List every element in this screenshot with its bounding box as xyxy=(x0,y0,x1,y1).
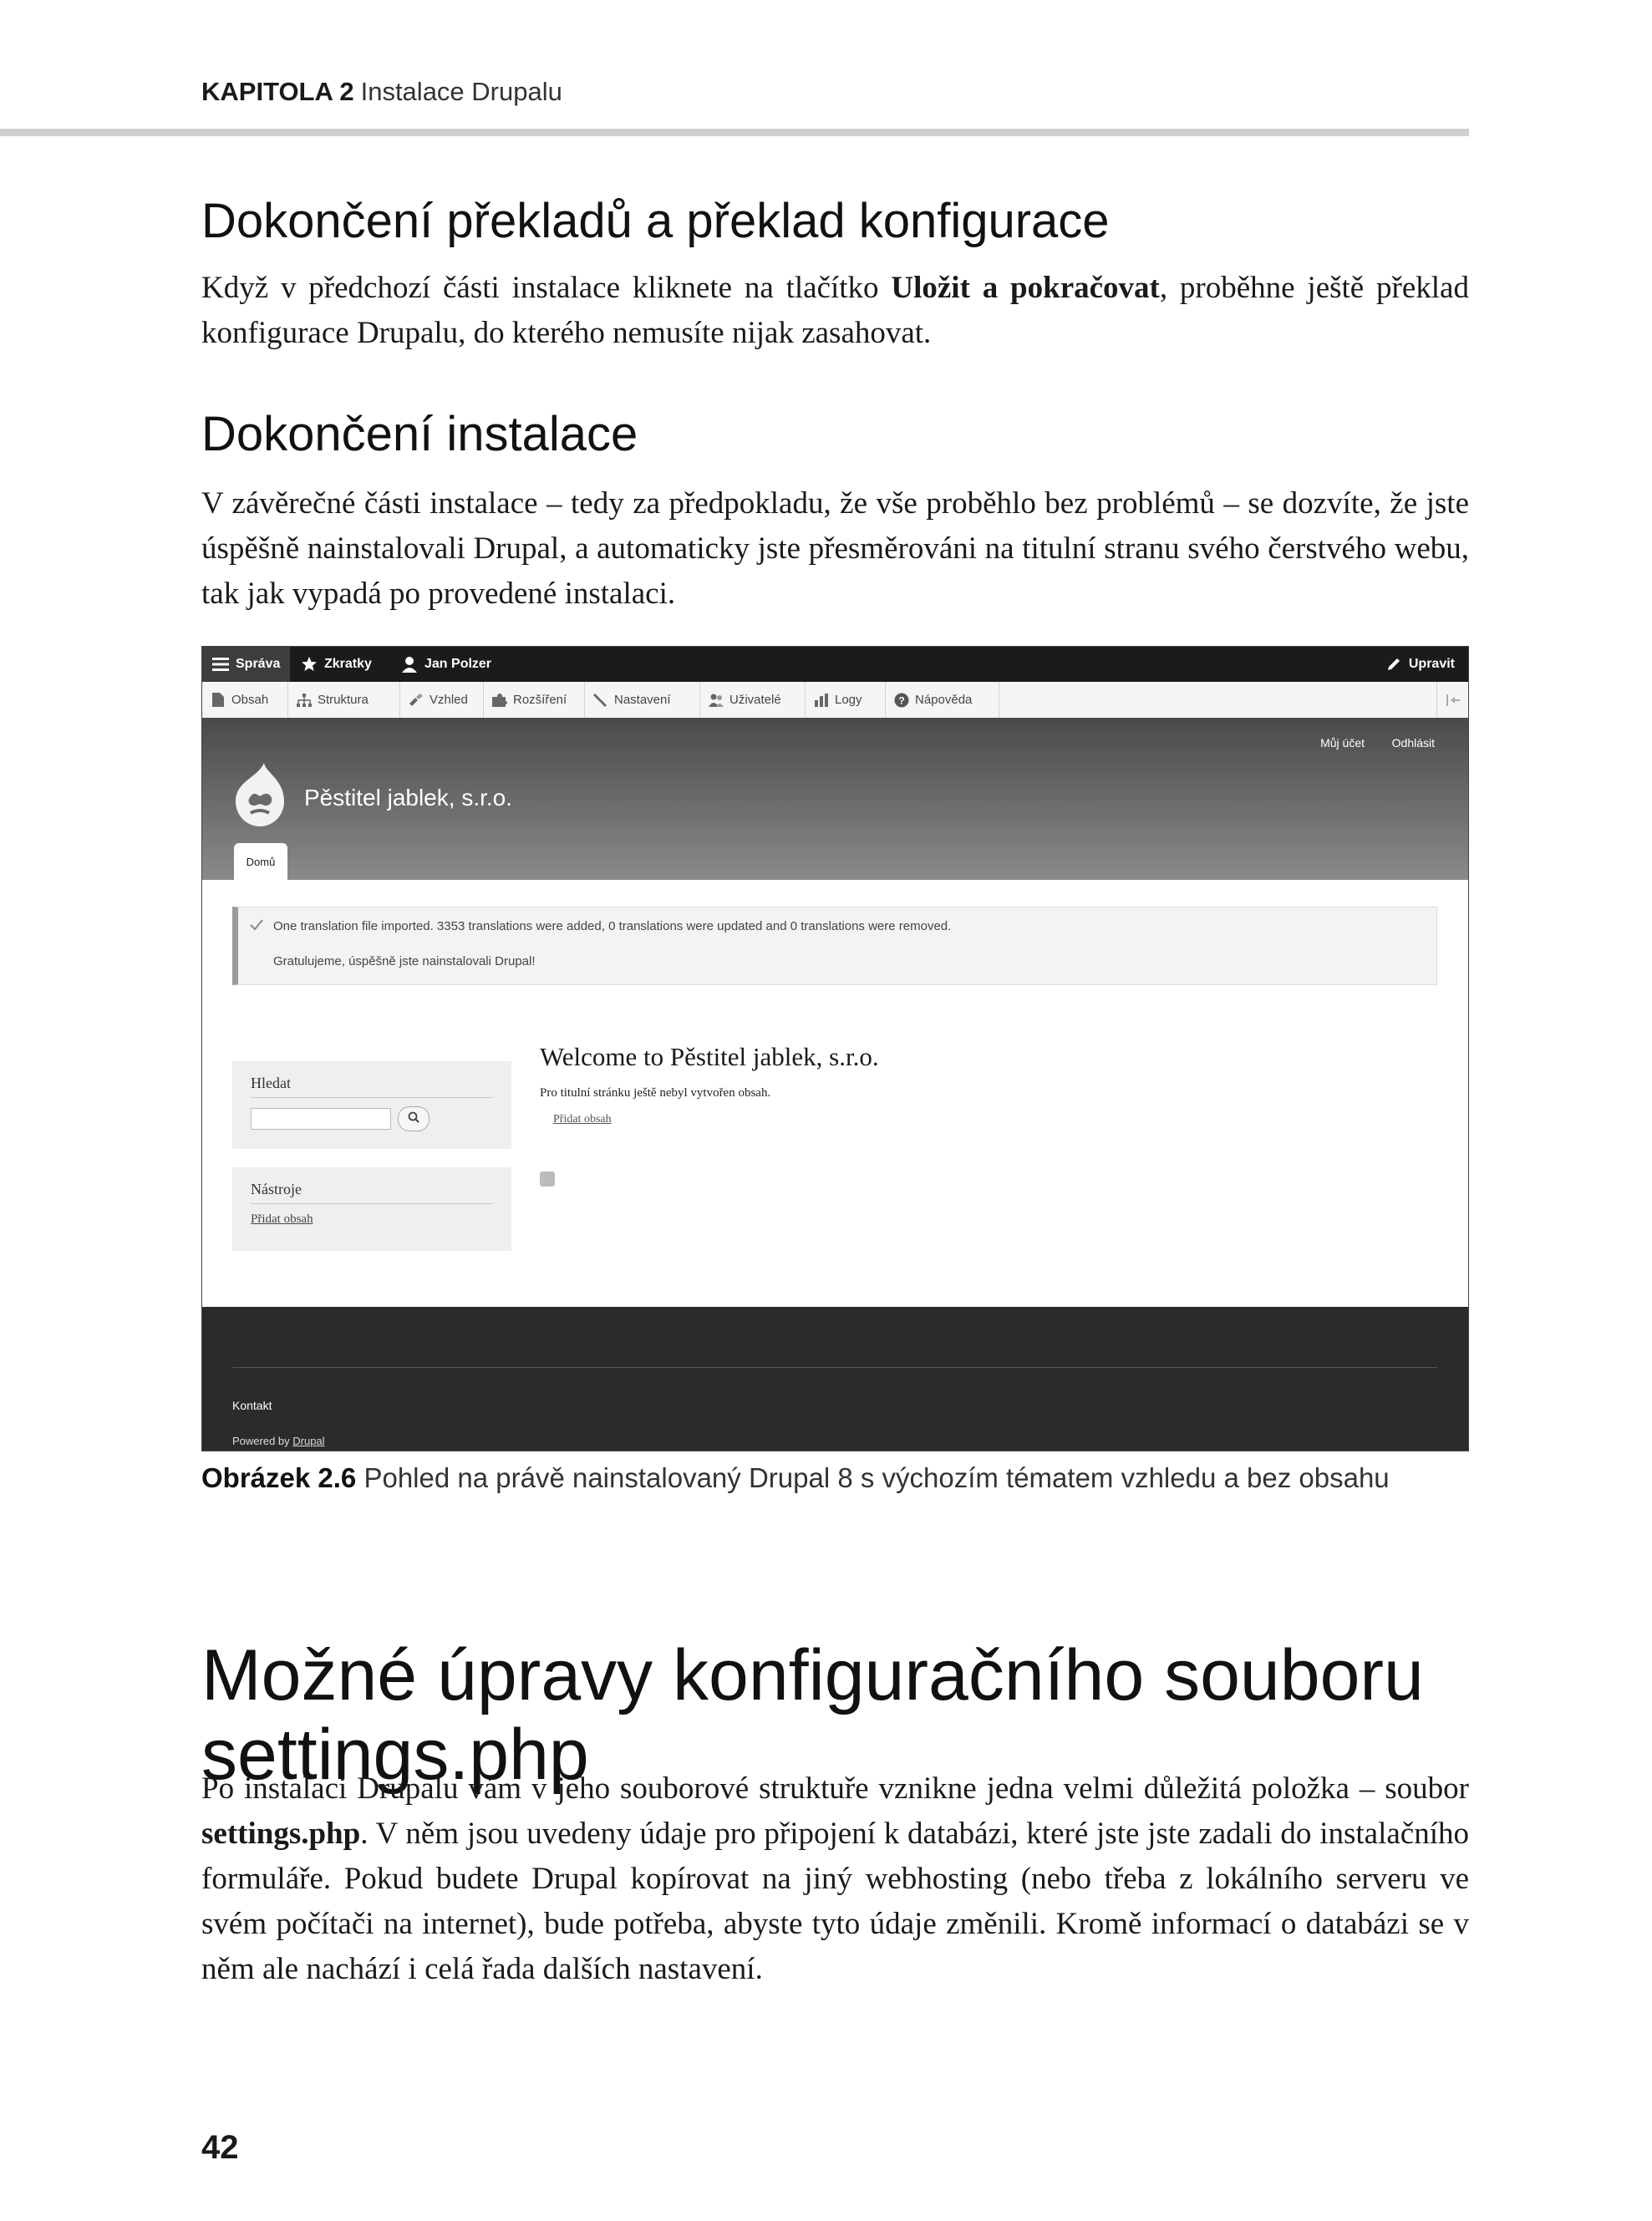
brush-icon xyxy=(409,693,424,708)
bold-term: Uložit a pokračovat xyxy=(891,271,1160,305)
chapter-section-title: Možné úpravy konfiguračního souboru settings.php xyxy=(201,1634,1424,1795)
block-title: Hledat xyxy=(251,1061,493,1098)
menu-icon xyxy=(212,656,229,673)
wrench-icon xyxy=(593,693,608,708)
caption-label: Obrázek 2.6 xyxy=(201,1462,357,1493)
admin-menu-orientation-toggle[interactable] xyxy=(1436,682,1468,718)
site-header xyxy=(202,718,1468,880)
status-messages xyxy=(232,907,1437,985)
main-text: Pro titulní stránku ještě nebyl vytvořen obsah. xyxy=(540,1086,771,1100)
drupal-link[interactable]: Drupal xyxy=(292,1435,325,1447)
people-icon xyxy=(709,693,724,708)
admin-menu-item-people[interactable]: Uživatelé xyxy=(700,682,806,718)
admin-menu xyxy=(202,682,1468,719)
admin-toolbar xyxy=(202,647,1468,682)
admin-menu-item-structure[interactable]: Struktura xyxy=(288,682,400,718)
chapter-label: KAPITOLA 2 xyxy=(201,77,354,106)
admin-menu-item-appearance[interactable]: Vzhled xyxy=(400,682,484,718)
toolbar-shortcuts[interactable]: Zkratky xyxy=(301,647,372,682)
powered-by: Powered by Drupal xyxy=(232,1435,325,1447)
logout-link[interactable]: Odhlásit xyxy=(1391,736,1435,750)
chapter-title: Instalace Drupalu xyxy=(360,77,562,106)
block-title: Nástroje xyxy=(251,1167,493,1204)
star-icon xyxy=(301,656,318,673)
status-message: One translation file imported. 3353 translations were added, 0 translations were updated and 0 translations were removed. xyxy=(273,919,952,933)
svg-text:?: ? xyxy=(898,694,905,706)
section-title: Dokončení instalace xyxy=(201,407,638,461)
caption-text: Pohled na právě nainstalovaný Drupal 8 s výchozím tématem vzhledu a bez obsahu xyxy=(363,1462,1390,1493)
admin-menu-item-content[interactable]: Obsah xyxy=(202,682,288,718)
toolbar-manage[interactable]: Správa xyxy=(202,647,290,682)
pencil-icon xyxy=(1385,656,1402,673)
search-icon xyxy=(408,1111,419,1127)
section-paragraph: Po instalaci Drupalu vám v jeho souborové struktuře vznikne jedna velmi důležitá položka – soubor settings.php. V něm jsou uvedeny údaje pro připojení k databázi, které jste jste zadali do instalačního formuláře. Pokud budete Drupal kopírovat na jiný webhosting (nebo třeba z lokálního serveru ve svém počítači na internet), bude potřeba, abyste tyto údaje změnili. Kromě informací o databázi se v něm ale nachází i celá řada dalších nastavení. xyxy=(201,1771,1469,1986)
section-paragraph: Když v předchozí části instalace kliknete na tlačítko Uložit a pokračovat, proběhne ještě překlad konfigurace Drupalu, do kterého nemusíte nijak zasahovat. xyxy=(201,271,1469,350)
drupal-screenshot xyxy=(201,646,1469,1451)
rss-icon[interactable] xyxy=(540,1171,555,1187)
sitemap-icon xyxy=(297,693,312,708)
tools-block xyxy=(232,1167,511,1251)
drupal-logo[interactable] xyxy=(232,761,287,828)
section-title: Dokončení překladů a překlad konfigurace xyxy=(201,194,1110,248)
search-block xyxy=(232,1061,511,1149)
toolbar-user[interactable]: Jan Polzer xyxy=(401,647,491,682)
page-number: 42 xyxy=(201,2129,239,2166)
site-footer xyxy=(202,1307,1468,1451)
search-input[interactable] xyxy=(251,1108,391,1130)
admin-menu-item-reports[interactable]: Logy xyxy=(806,682,886,718)
puzzle-icon xyxy=(492,693,507,708)
admin-menu-item-extend[interactable]: Rozšíření xyxy=(484,682,585,718)
toolbar-edit[interactable]: Upravit xyxy=(1385,647,1455,682)
admin-menu-item-help[interactable]: ? Nápověda xyxy=(886,682,999,718)
bar-chart-icon xyxy=(814,693,829,708)
section-paragraph: V závěrečné části instalace – tedy za předpokladu, že vše proběhlo bez problémů – se dozvíte, že jste úspěšně nainstalovali Drupal, a automaticky jste přesměrováni na titulní stranu svého čerstvého webu, tak jak vypadá po provedené instalaci. xyxy=(201,486,1469,611)
check-icon xyxy=(250,919,263,934)
bold-term: settings.php xyxy=(201,1817,361,1851)
running-header xyxy=(201,77,562,107)
status-message: Gratulujeme, úspěšně jste nainstalovali Drupal! xyxy=(273,954,536,968)
admin-menu-item-configuration[interactable]: Nastavení xyxy=(585,682,700,718)
help-icon xyxy=(894,693,909,708)
add-content-link[interactable]: Přidat obsah xyxy=(553,1113,612,1126)
add-content-link[interactable]: Přidat obsah xyxy=(251,1212,313,1226)
collapse-icon xyxy=(1446,693,1460,708)
header-rule xyxy=(0,129,1469,136)
figure-caption xyxy=(201,1462,1390,1494)
site-name[interactable]: Pěstitel jablek, s.r.o. xyxy=(304,785,513,811)
my-account-link[interactable]: Můj účet xyxy=(1320,736,1365,750)
file-icon xyxy=(211,693,226,708)
main-title: Welcome to Pěstitel jablek, s.r.o. xyxy=(540,1042,879,1071)
home-tab[interactable]: Domů xyxy=(234,843,287,880)
search-button[interactable] xyxy=(398,1106,430,1131)
footer-divider xyxy=(232,1367,1437,1368)
contact-link[interactable]: Kontakt xyxy=(232,1399,272,1412)
user-icon xyxy=(401,656,418,673)
